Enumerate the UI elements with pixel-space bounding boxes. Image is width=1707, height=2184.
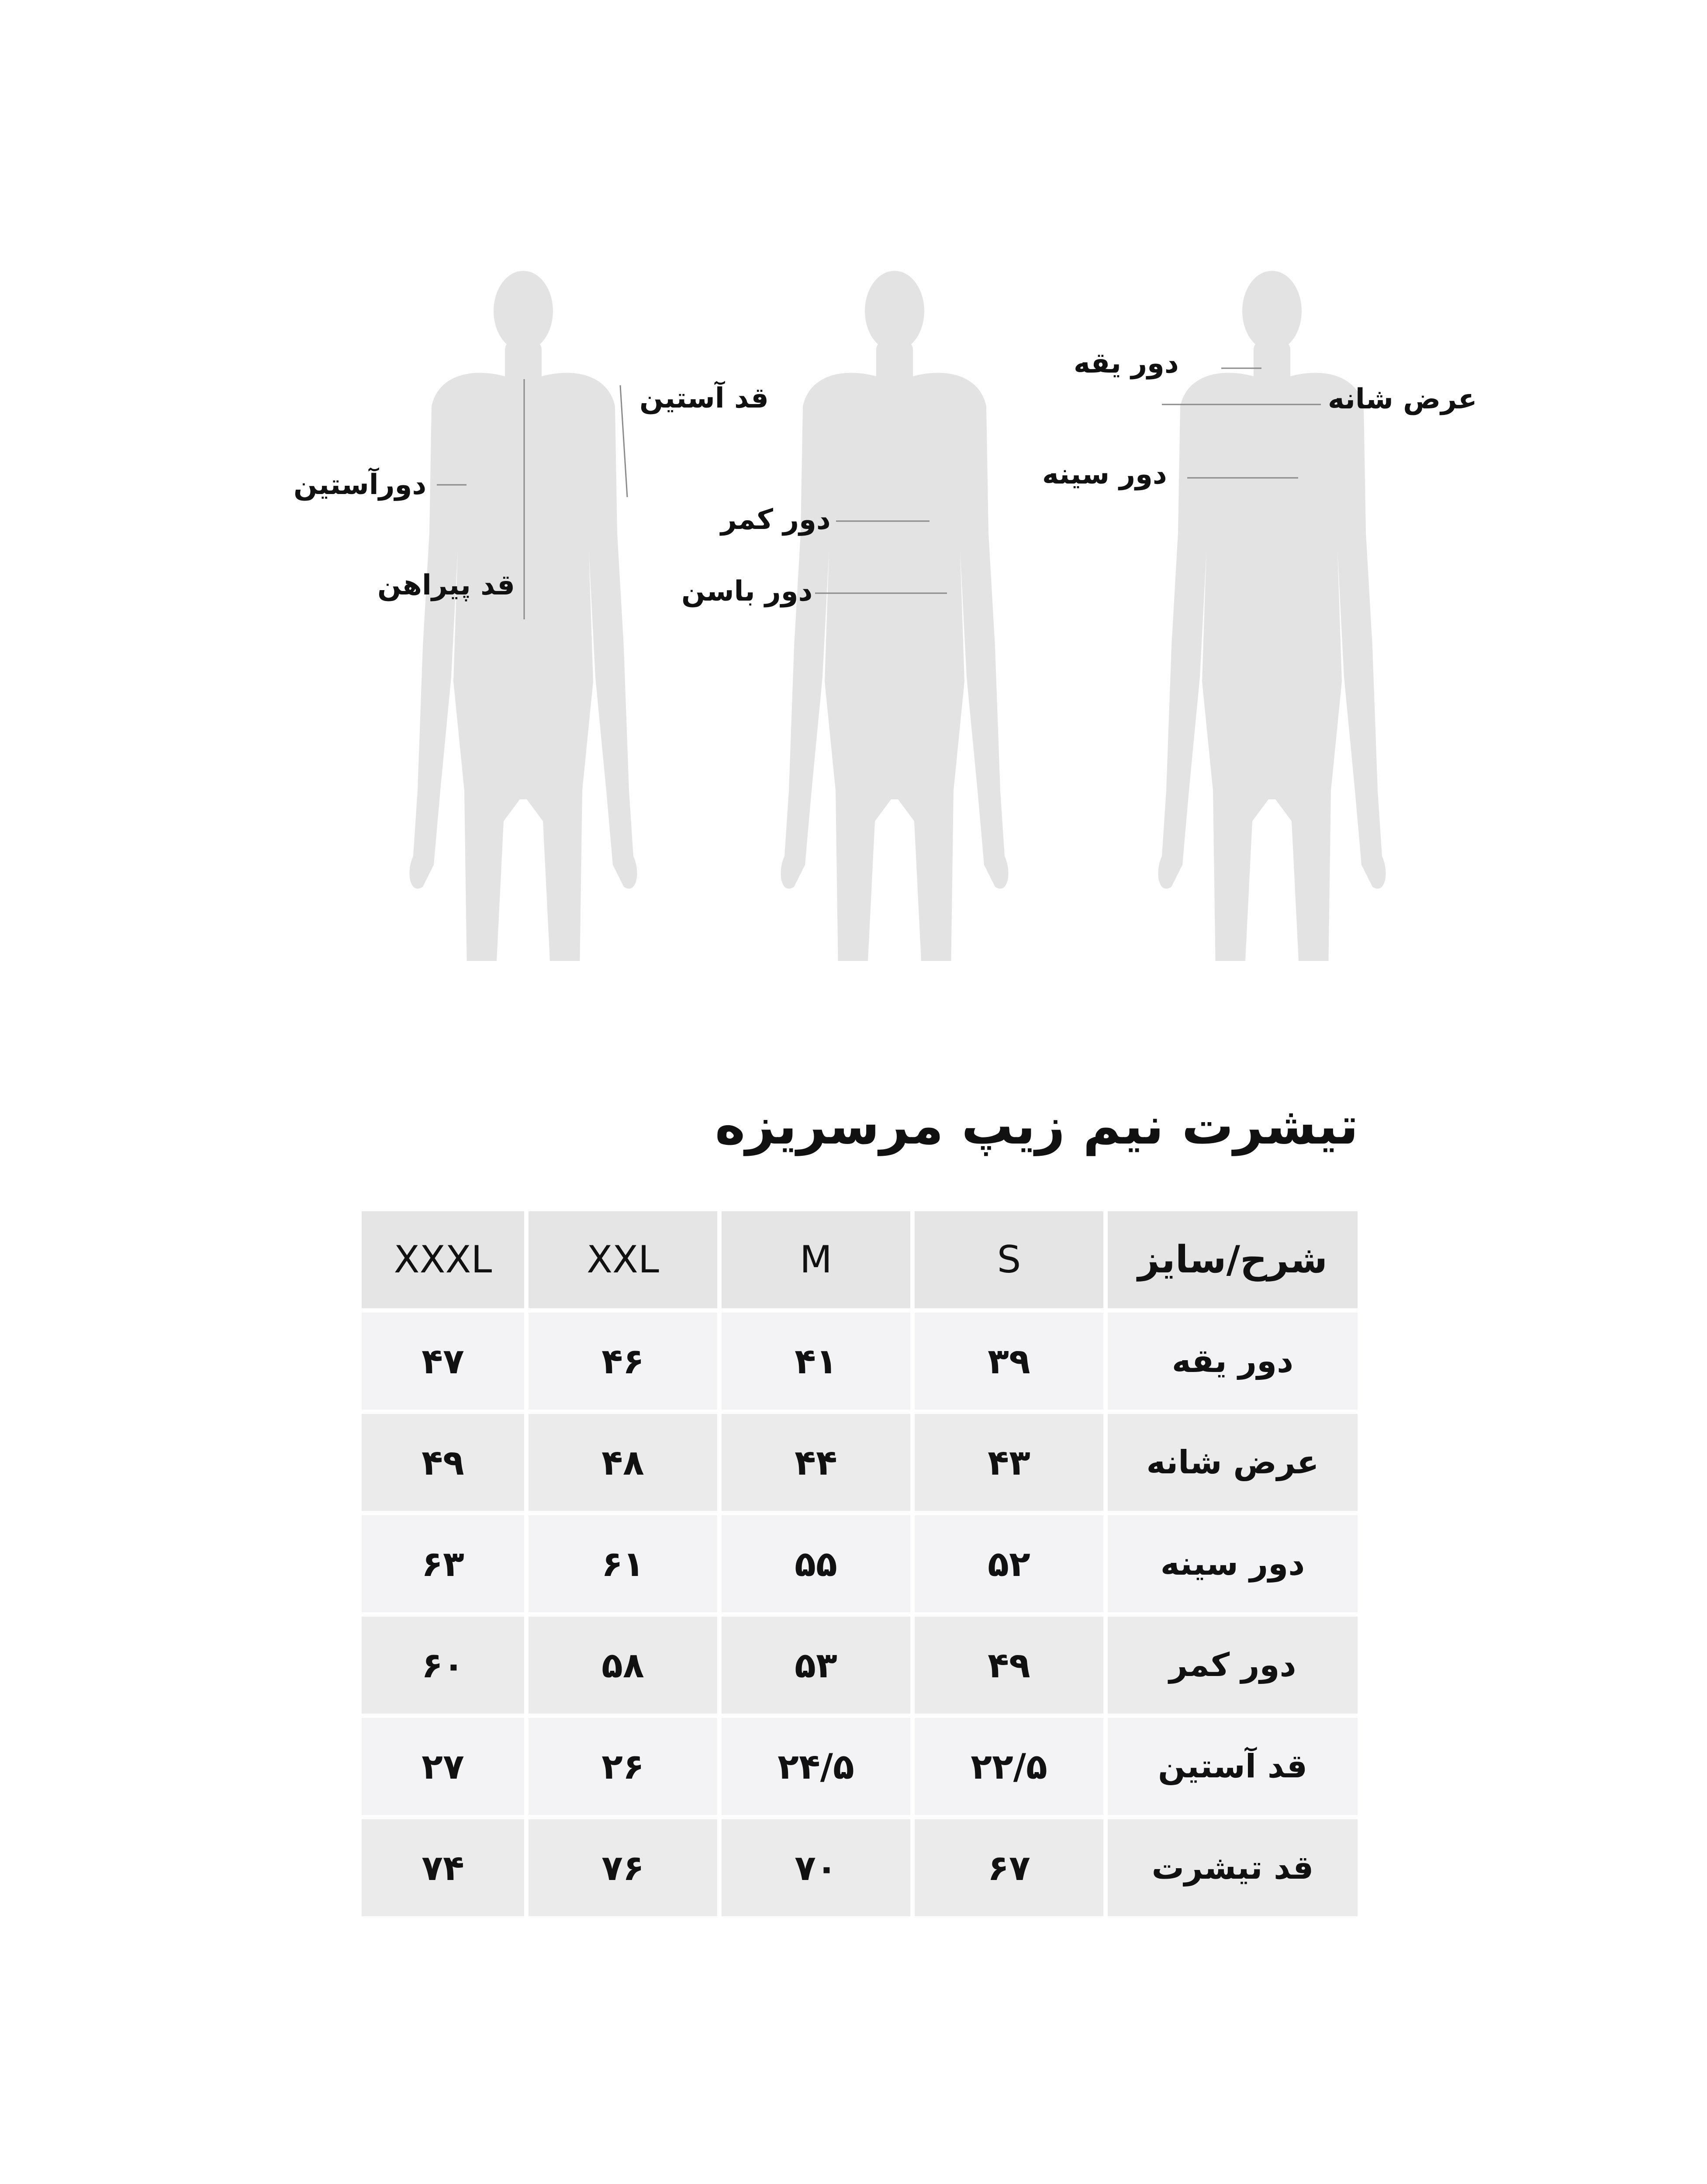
sleeve-length-line xyxy=(620,385,627,497)
cell-value: ۴۹ xyxy=(915,1617,1103,1714)
cell-value: ۷۰ xyxy=(722,1819,910,1916)
cell-value: ۴۶ xyxy=(529,1313,717,1410)
row-label: دور سینه xyxy=(1108,1515,1358,1612)
cell-value: ۲۶ xyxy=(529,1718,717,1815)
shirt-length-label: قد پیراهن xyxy=(377,569,515,601)
header-xxxl: XXXL xyxy=(362,1211,524,1308)
table-row xyxy=(362,1819,1358,1916)
cell-value: ۴۱ xyxy=(722,1313,910,1410)
waist-label: دور کمر xyxy=(721,504,831,536)
cell-value: ۴۹ xyxy=(362,1414,524,1511)
row-label: قد آستین xyxy=(1108,1718,1358,1815)
cell-value: ۵۵ xyxy=(722,1515,910,1612)
table-row xyxy=(362,1313,1358,1410)
row-label: دور کمر xyxy=(1108,1617,1358,1714)
figure-back xyxy=(409,271,637,961)
row-label: عرض شانه xyxy=(1108,1414,1358,1511)
sleeve-length-label: قد آستین xyxy=(639,382,769,415)
table-row xyxy=(362,1718,1358,1815)
size-table xyxy=(357,1207,1362,1921)
sleeve-circumference-label: دورآستین xyxy=(294,469,427,501)
chest-label: دور سینه xyxy=(1042,458,1167,491)
cell-value: ۵۳ xyxy=(722,1617,910,1714)
header-xxl: XXL xyxy=(529,1211,717,1308)
header-s: S xyxy=(915,1211,1103,1308)
hip-label: دور باسن xyxy=(681,575,813,608)
cell-value: ۵۲ xyxy=(915,1515,1103,1612)
measurement-diagram xyxy=(0,0,1707,961)
table-row xyxy=(362,1515,1358,1612)
cell-value: ۲۴/۵ xyxy=(722,1718,910,1815)
cell-value: ۲۲/۵ xyxy=(915,1718,1103,1815)
figure-front xyxy=(1158,271,1386,961)
cell-value: ۶۷ xyxy=(915,1819,1103,1916)
cell-value: ۴۸ xyxy=(529,1414,717,1511)
cell-value: ۴۳ xyxy=(915,1414,1103,1511)
cell-value: ۵۸ xyxy=(529,1617,717,1714)
cell-value: ۲۷ xyxy=(362,1718,524,1815)
cell-value: ۶۳ xyxy=(362,1515,524,1612)
row-label: قد تیشرت xyxy=(1108,1819,1358,1916)
table-header-row xyxy=(362,1211,1358,1308)
cell-value: ۴۷ xyxy=(362,1313,524,1410)
cell-value: ۳۹ xyxy=(915,1313,1103,1410)
header-m: M xyxy=(722,1211,910,1308)
shoulder-width-label: عرض شانه xyxy=(1328,383,1477,415)
collar-label: دور یقه xyxy=(1074,347,1179,380)
table-row xyxy=(362,1414,1358,1511)
row-label: دور یقه xyxy=(1108,1313,1358,1410)
header-description: شرح/سایز xyxy=(1108,1211,1358,1308)
cell-value: ۶۰ xyxy=(362,1617,524,1714)
product-title: تیشرت نیم زیپ مرسریزه xyxy=(715,1095,1358,1156)
cell-value: ۷۴ xyxy=(362,1819,524,1916)
cell-value: ۴۴ xyxy=(722,1414,910,1511)
table-row xyxy=(362,1617,1358,1714)
figure-middle xyxy=(781,271,1008,961)
cell-value: ۶۱ xyxy=(529,1515,717,1612)
cell-value: ۷۶ xyxy=(529,1819,717,1916)
